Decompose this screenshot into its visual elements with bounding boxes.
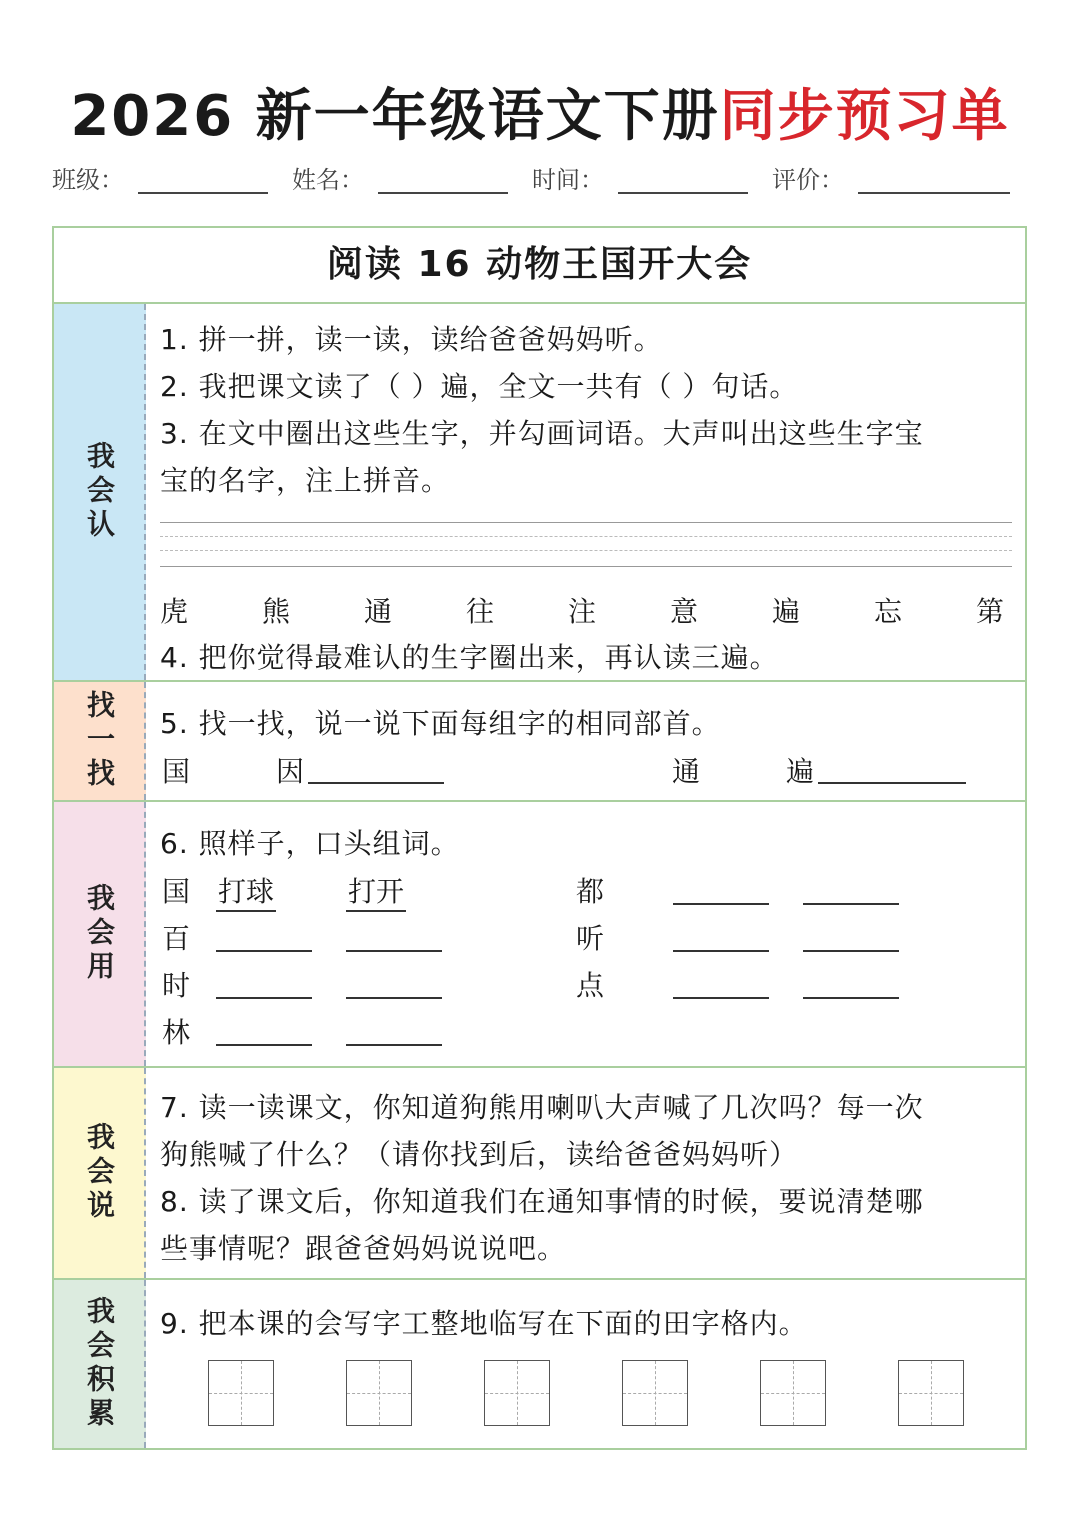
question-5: 5. 找一找，说一说下面每组字的相同部首。 bbox=[160, 707, 721, 740]
find-char-1: 国 bbox=[162, 755, 191, 788]
accumulate-content bbox=[146, 1280, 1025, 1448]
word-blank[interactable] bbox=[673, 997, 769, 999]
time-blank[interactable] bbox=[618, 192, 748, 194]
pinyin-line-mid2 bbox=[160, 550, 1012, 551]
title-main: 2026 新一年级语文下册 bbox=[70, 84, 720, 149]
word-blank[interactable] bbox=[803, 903, 899, 905]
time-field[interactable] bbox=[532, 160, 604, 195]
example-word-1: 打球 bbox=[216, 870, 276, 912]
question-1: 1. 拼一拼，读一读，读给爸爸妈妈听。 bbox=[160, 323, 663, 356]
example-word-2: 打开 bbox=[346, 870, 406, 912]
tian-grid-6[interactable] bbox=[898, 1360, 964, 1426]
word-blank[interactable] bbox=[673, 903, 769, 905]
page-title bbox=[0, 72, 1080, 152]
section-speak bbox=[54, 1068, 1025, 1280]
word-blank[interactable] bbox=[216, 997, 312, 999]
pinyin-line-bottom bbox=[160, 566, 1012, 567]
right-char-1: 都 bbox=[576, 875, 605, 908]
left-char-2: 时 bbox=[162, 969, 191, 1002]
question-3-line2: 宝的名字，注上拼音。 bbox=[160, 464, 451, 497]
section-use bbox=[54, 802, 1025, 1068]
left-char-3: 林 bbox=[162, 1016, 191, 1049]
find-char-3: 通 bbox=[672, 755, 701, 788]
use-content bbox=[146, 802, 1025, 1066]
section-find bbox=[54, 682, 1025, 802]
grade-field[interactable] bbox=[772, 160, 844, 195]
radical-blank-1[interactable] bbox=[308, 782, 444, 784]
char-3: 通 bbox=[364, 595, 393, 628]
word-blank[interactable] bbox=[346, 950, 442, 952]
tian-grid-5[interactable] bbox=[760, 1360, 826, 1426]
question-6: 6. 照样子，口头组词。 bbox=[160, 827, 460, 860]
question-9: 9. 把本课的会写字工整地临写在下面的田字格内。 bbox=[160, 1307, 808, 1340]
pinyin-line-top[interactable] bbox=[160, 522, 1012, 523]
question-2: 2. 我把课文读了（ ）遍，全文一共有（ ）句话。 bbox=[160, 370, 799, 403]
recognize-content bbox=[146, 304, 1025, 680]
lesson-title: 阅读 16 动物王国开大会 bbox=[54, 228, 1025, 304]
section-label-speak: 我会说 bbox=[54, 1068, 146, 1278]
left-char-1: 百 bbox=[162, 922, 191, 955]
find-content bbox=[146, 682, 1025, 800]
radical-blank-2[interactable] bbox=[818, 782, 966, 784]
section-label-accumulate: 我会积累 bbox=[54, 1280, 146, 1448]
info-line bbox=[52, 160, 1022, 200]
speak-content bbox=[146, 1068, 1025, 1278]
worksheet bbox=[52, 226, 1027, 1450]
char-9: 第 bbox=[976, 595, 1005, 628]
find-char-4: 遍 bbox=[786, 755, 815, 788]
char-4: 往 bbox=[466, 595, 495, 628]
char-2: 熊 bbox=[262, 595, 291, 628]
question-8-line1: 8. 读了课文后，你知道我们在通知事情的时候，要说清楚哪 bbox=[160, 1185, 924, 1218]
class-field[interactable] bbox=[52, 160, 124, 195]
question-3-line1: 3. 在文中圈出这些生字，并勾画词语。大声叫出这些生字宝 bbox=[160, 417, 924, 450]
char-7: 遍 bbox=[772, 595, 801, 628]
tian-grid-2[interactable] bbox=[346, 1360, 412, 1426]
char-1: 虎 bbox=[160, 595, 189, 628]
word-blank[interactable] bbox=[346, 1044, 442, 1046]
time-label: 时间： bbox=[532, 166, 604, 194]
char-8: 忘 bbox=[874, 595, 903, 628]
word-blank[interactable] bbox=[216, 950, 312, 952]
char-5: 注 bbox=[568, 595, 597, 628]
tian-grid-1[interactable] bbox=[208, 1360, 274, 1426]
word-blank[interactable] bbox=[216, 1044, 312, 1046]
section-accumulate bbox=[54, 1280, 1025, 1448]
word-blank[interactable] bbox=[803, 997, 899, 999]
right-char-2: 听 bbox=[576, 922, 605, 955]
question-7-line1: 7. 读一读课文，你知道狗熊用喇叭大声喊了几次吗？每一次 bbox=[160, 1091, 924, 1124]
pinyin-line-mid1 bbox=[160, 536, 1012, 537]
tian-grid-4[interactable] bbox=[622, 1360, 688, 1426]
grade-blank[interactable] bbox=[858, 192, 1010, 194]
title-highlight: 同步预习单 bbox=[719, 84, 1010, 149]
section-label-find: 找一找 bbox=[54, 682, 146, 800]
section-label-recognize: 我会认 bbox=[54, 304, 146, 680]
right-char-3: 点 bbox=[576, 969, 605, 1002]
name-label: 姓名： bbox=[292, 166, 364, 194]
char-6: 意 bbox=[670, 595, 699, 628]
question-7-line2: 狗熊喊了什么？（请你找到后，读给爸爸妈妈听） bbox=[160, 1138, 799, 1171]
word-blank[interactable] bbox=[673, 950, 769, 952]
section-recognize bbox=[54, 304, 1025, 682]
example-char: 国 bbox=[162, 875, 191, 908]
find-char-2: 因 bbox=[276, 755, 305, 788]
question-8-line2: 些事情呢？跟爸爸妈妈说说吧。 bbox=[160, 1232, 567, 1265]
question-4: 4. 把你觉得最难认的生字圈出来，再认读三遍。 bbox=[160, 641, 779, 674]
class-blank[interactable] bbox=[138, 192, 268, 194]
section-label-use: 我会用 bbox=[54, 802, 146, 1066]
name-field[interactable] bbox=[292, 160, 364, 195]
word-blank[interactable] bbox=[803, 950, 899, 952]
class-label: 班级： bbox=[52, 166, 124, 194]
tian-grid-3[interactable] bbox=[484, 1360, 550, 1426]
grade-label: 评价： bbox=[772, 166, 844, 194]
word-blank[interactable] bbox=[346, 997, 442, 999]
name-blank[interactable] bbox=[378, 192, 508, 194]
